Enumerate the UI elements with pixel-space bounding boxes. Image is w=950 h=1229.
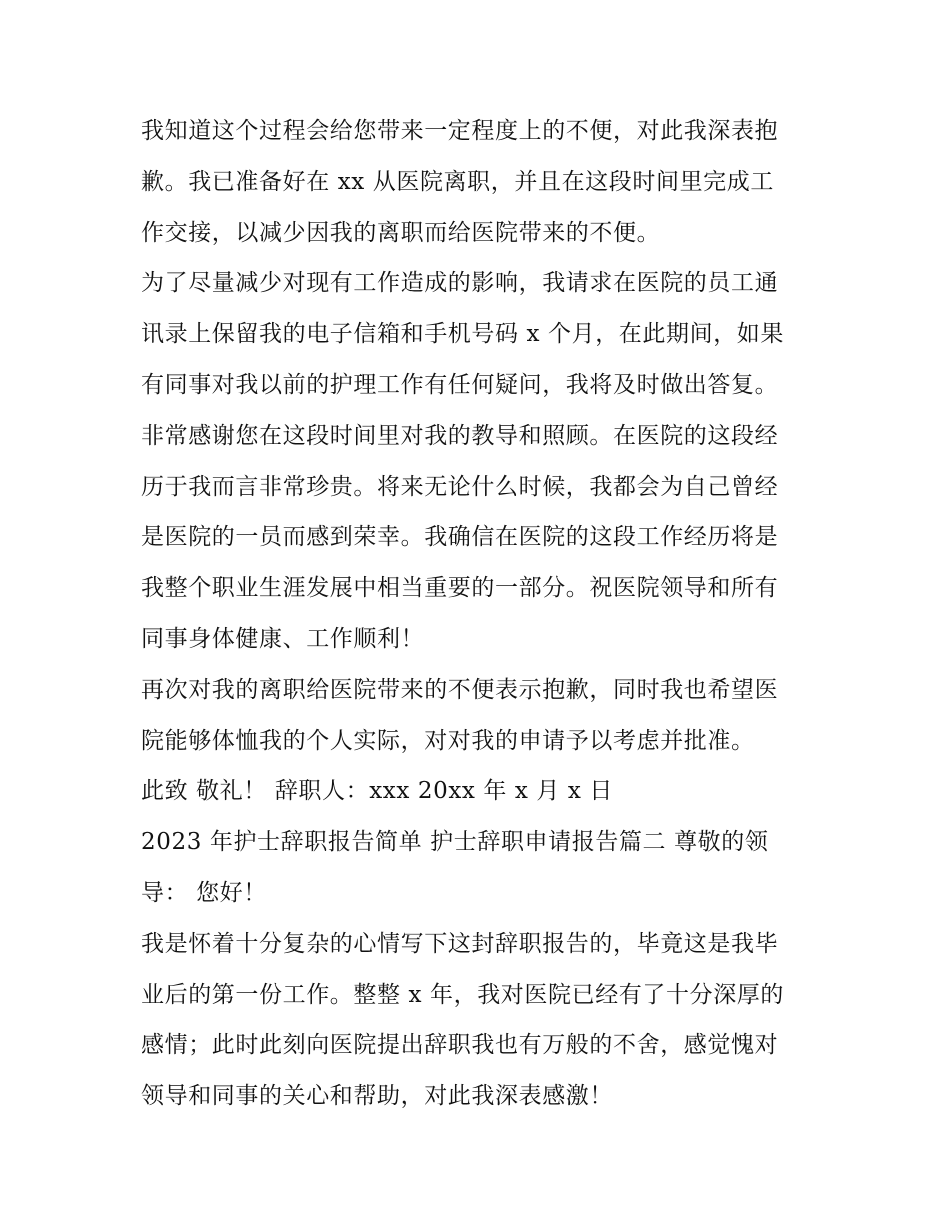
text-line: 院能够体恤我的个人实际，对对我的申请予以考虑并批准。 [141,727,755,754]
text-line: 是医院的一员而感到荣幸。我确信在医院的这段工作经历将是 [141,524,779,551]
text-line: 歉。我已准备好在 xx 从医院离职，并且在这段时间里完成工 [141,168,774,195]
section-title-line: 2023 年护士辞职报告简单 护士辞职申请报告篇二 尊敬的领 [141,829,769,856]
text-line: 感情；此时此刻向医院提出辞职我也有万般的不舍，感觉愧对 [141,1032,779,1059]
text-line: 讯录上保留我的电子信箱和手机号码 x 个月，在此期间，如果 [141,321,784,348]
text-line: 作交接，以减少因我的离职而给医院带来的不便。 [141,219,661,246]
text-line: 再次对我的离职给医院带来的不便表示抱歉，同时我也希望医 [141,676,779,703]
text-line: 业后的第一份工作。整整 x 年，我对医院已经有了十分深厚的 [141,981,784,1008]
text-line: 领导和同事的关心和帮助，对此我深表感激！ [141,1083,613,1110]
text-line: 历于我而言非常珍贵。将来无论什么时候，我都会为自己曾经 [141,473,779,500]
text-line: 我是怀着十分复杂的心情写下这封辞职报告的，毕竟这是我毕 [141,930,779,957]
text-line: 同事身体健康、工作顺利！ [141,625,425,652]
text-line: 为了尽量减少对现有工作造成的影响，我请求在医院的员工通 [141,270,779,297]
closing-line: 此致 敬礼！ 辞职人：xxx 20xx 年 x 月 x 日 [141,778,613,805]
greeting-line: 导： 您好！ [141,879,267,906]
text-line: 我知道这个过程会给您带来一定程度上的不便，对此我深表抱 [141,118,779,144]
text-line: 有同事对我以前的护理工作有任何疑问，我将及时做出答复。 [141,371,779,398]
text-line: 非常感谢您在这段时间里对我的教导和照顾。在医院的这段经 [141,422,779,449]
text-line: 我整个职业生涯发展中相当重要的一部分。祝医院领导和所有 [141,575,779,602]
document-body [141,106,821,1122]
